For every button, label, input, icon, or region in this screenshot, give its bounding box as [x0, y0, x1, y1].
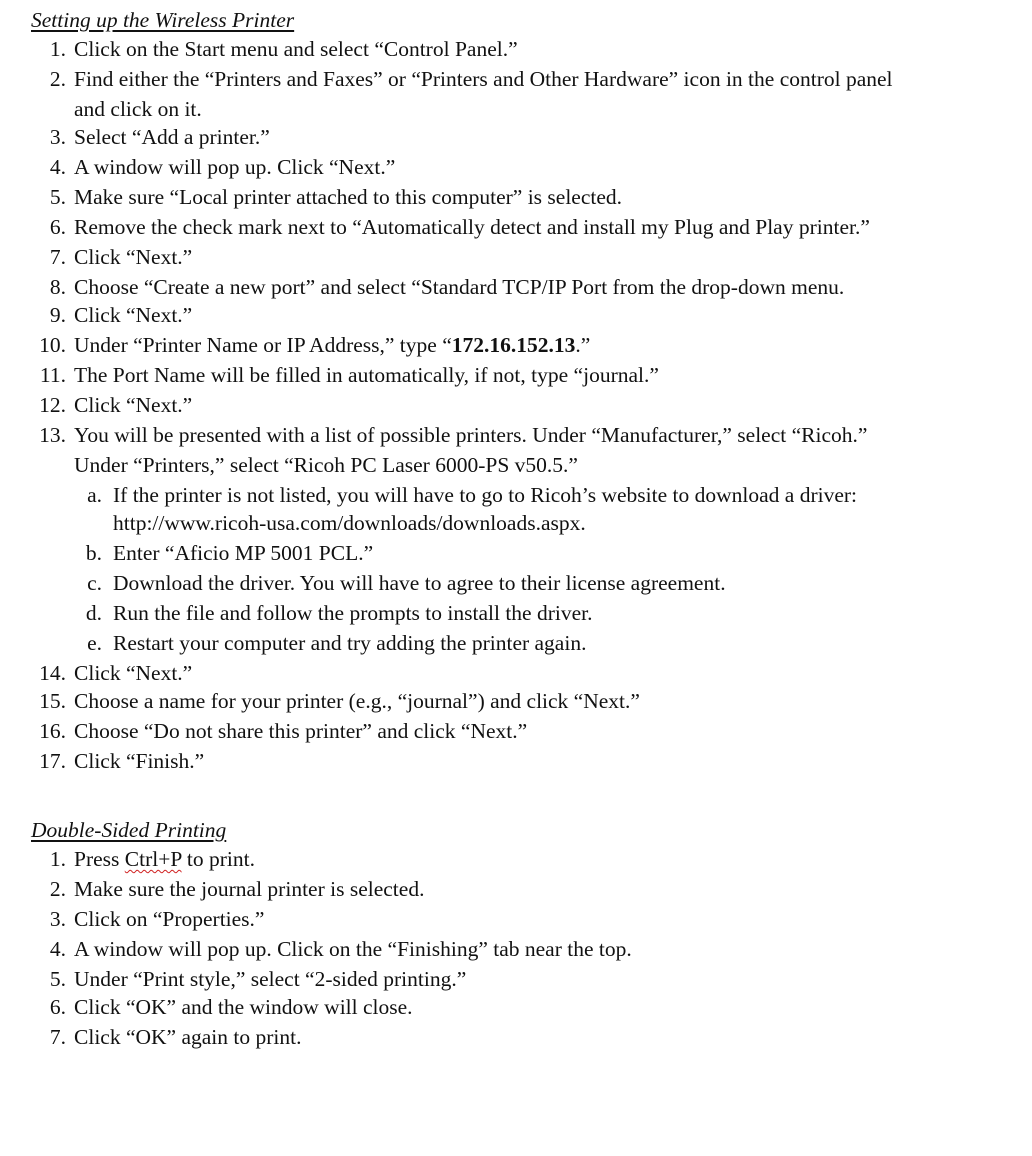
step-number: 5. — [49, 967, 66, 991]
step-number: 6. — [49, 215, 66, 239]
step-text: The Port Name will be filled in automatically, if not, type “journal.” — [74, 363, 659, 387]
step-text: Click “Next.” — [74, 245, 193, 269]
step-number: 1. — [49, 847, 66, 871]
step-text: Make sure the journal printer is selected. — [74, 877, 425, 901]
step-number: 15. — [39, 689, 66, 713]
step-text: Click on the Start menu and select “Control Panel.” — [74, 37, 518, 61]
step-text: Under “Printers,” select “Ricoh PC Laser 6000-PS v50.5.” — [74, 453, 578, 477]
step-text: Find either the “Printers and Faxes” or “Printers and Other Hardware” icon in the control panel — [74, 67, 893, 91]
step-text: A window will pop up. Click “Next.” — [74, 155, 396, 179]
step-text-prefix: Press — [74, 847, 125, 871]
substep-letter: e. — [87, 631, 102, 655]
step-number: 7. — [49, 1025, 66, 1049]
substep-text: Restart your computer and try adding the printer again. — [113, 631, 587, 655]
ip-address: 172.16.152.13 — [451, 333, 576, 357]
substep-text: Run the file and follow the prompts to install the driver. — [113, 601, 593, 625]
substep-letter: c. — [87, 571, 102, 595]
step-text: Click “OK” and the window will close. — [74, 995, 413, 1019]
step-text: Select “Add a printer.” — [74, 125, 270, 149]
step-text: A window will pop up. Click on the “Finishing” tab near the top. — [74, 937, 632, 961]
section-heading-duplex: Double-Sided Printing — [31, 818, 227, 842]
step-number: 2. — [49, 877, 66, 901]
step-number: 1. — [49, 37, 66, 61]
step-text: Click “Next.” — [74, 661, 193, 685]
substep-letter: d. — [85, 601, 102, 625]
step-number: 4. — [49, 937, 66, 961]
step-number: 2. — [49, 67, 66, 91]
step-number: 12. — [39, 393, 66, 417]
step-text: Make sure “Local printer attached to this computer” is selected. — [74, 185, 623, 209]
substep-letter: b. — [85, 541, 102, 565]
step-text: Choose “Create a new port” and select “Standard TCP/IP Port from the drop-down menu. — [74, 275, 845, 299]
step-text — [74, 845, 255, 874]
step-text: Click “Next.” — [74, 393, 193, 417]
section-heading-wireless: Setting up the Wireless Printer — [31, 8, 295, 32]
step-number: 6. — [49, 995, 66, 1019]
substep-letter: a. — [87, 483, 102, 507]
substep-text: If the printer is not listed, you will have to go to Ricoh’s website to download a driver: — [113, 483, 858, 507]
step-number: 11. — [39, 363, 66, 387]
step-number: 9. — [49, 303, 66, 327]
step-text: Choose a name for your printer (e.g., “journal”) and click “Next.” — [74, 689, 640, 713]
step-number: 10. — [39, 333, 66, 357]
step-number: 8. — [49, 275, 66, 299]
step-number: 3. — [49, 125, 66, 149]
step-text-suffix: to print. — [181, 847, 255, 871]
step-text — [74, 331, 590, 360]
step-text: Click “Finish.” — [74, 749, 205, 773]
keyboard-shortcut: Ctrl+P — [124, 847, 182, 871]
step-text: Under “Print style,” select “2-sided printing.” — [74, 967, 467, 991]
step-number: 13. — [39, 423, 66, 447]
step-text: Remove the check mark next to “Automatically detect and install my Plug and Play printer.” — [74, 215, 870, 239]
substep-text: Download the driver. You will have to agree to their license agreement. — [113, 571, 726, 595]
step-text: Click on “Properties.” — [74, 907, 265, 931]
step-text: Click “Next.” — [74, 303, 193, 327]
step-number: 7. — [49, 245, 66, 269]
step-number: 17. — [39, 749, 66, 773]
step-text: and click on it. — [74, 97, 202, 121]
step-number: 16. — [39, 719, 66, 743]
step-number: 4. — [49, 155, 66, 179]
step-text: Choose “Do not share this printer” and click “Next.” — [74, 719, 528, 743]
step-number: 3. — [49, 907, 66, 931]
step-text: Click “OK” again to print. — [74, 1025, 302, 1049]
step-number: 5. — [49, 185, 66, 209]
step-text-prefix: Under “Printer Name or IP Address,” type “ — [74, 333, 452, 357]
step-text: You will be presented with a list of possible printers. Under “Manufacturer,” select “Ricoh.” — [74, 423, 868, 447]
step-number: 14. — [39, 661, 66, 685]
step-text-suffix: .” — [575, 333, 591, 357]
driver-url: http://www.ricoh-usa.com/downloads/downloads.aspx. — [113, 511, 586, 535]
substep-text: Enter “Aficio MP 5001 PCL.” — [113, 541, 374, 565]
